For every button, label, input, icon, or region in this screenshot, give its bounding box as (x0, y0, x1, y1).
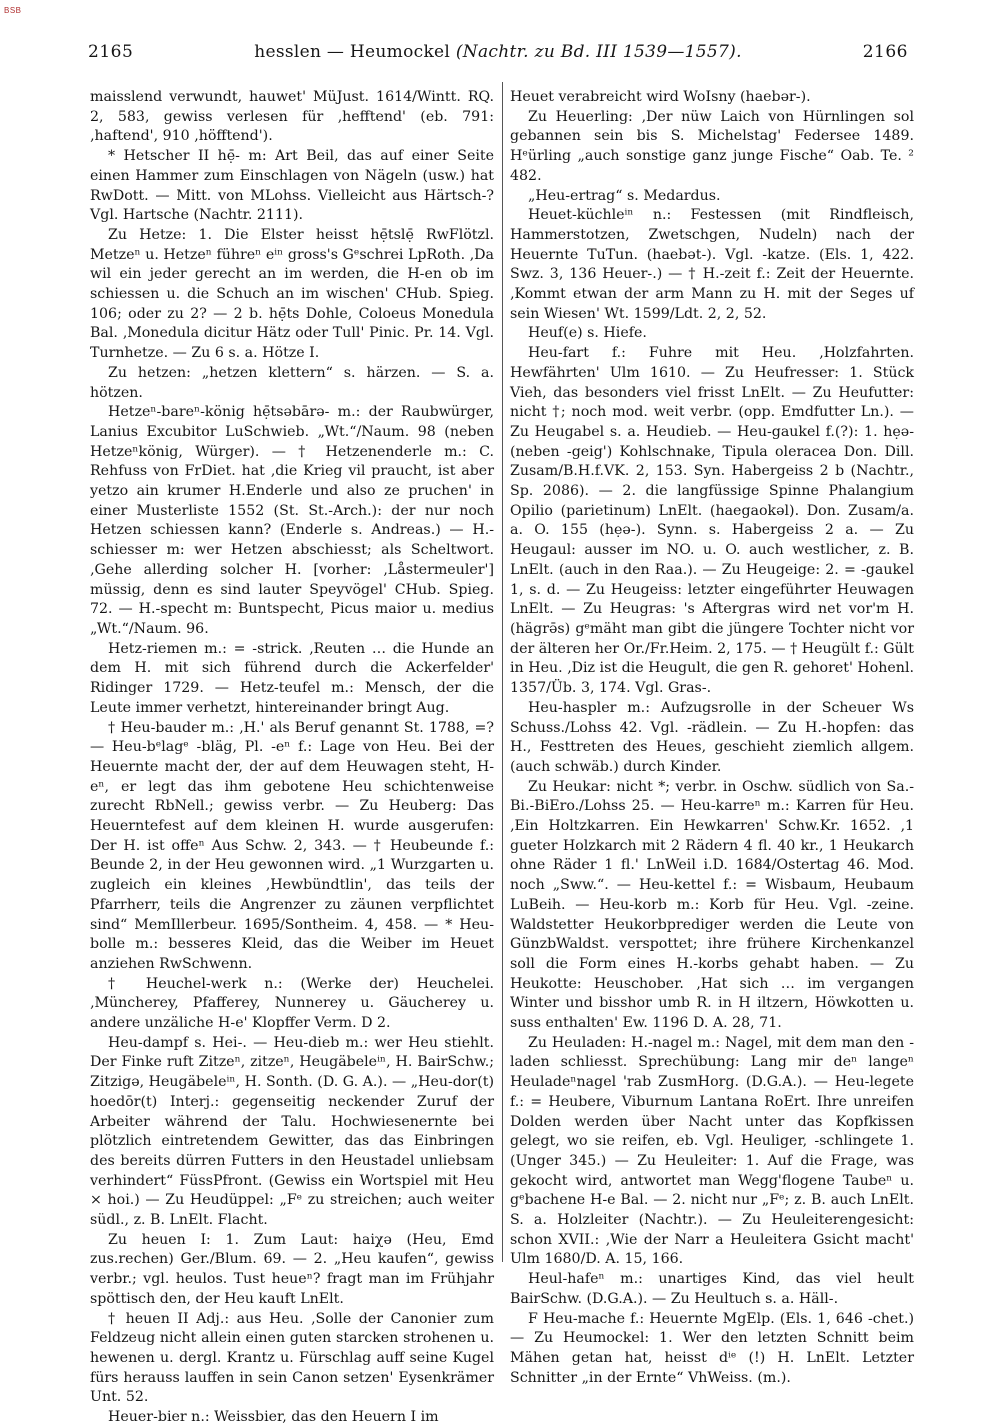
entry-paragraph: Zu heuen I: 1. Zum Laut: haiχə (Heu, Emd zus.rechen) Ger./Blum. 69. — 2. „Heu kaufen“, gewiss verbr.; vgl. heulos. Tust heueⁿ? fragt man im Frühjahr spöttisch den, der Heu kauft LnElt. (90, 1231, 494, 1307)
entry-paragraph: † Heuchel-werk n.: (Werke der) Heuchelei. ‚Müncherey, Pfafferey, Nunnerey u. Gäucherey u. andere unzäliche H-e' Klopffer Verm. D 2. (90, 975, 494, 1032)
entry-paragraph: † Heu-bauder m.: ‚H.' als Beruf genannt St. 1788, =? — Heu-bᵉlagᵉ -bläg, Pl. -eⁿ f.: Lage von Heu. Bei der Heuernte macht der, der auf dem Heuwagen steht, H-eⁿ, er legt das ihm gebotene Heu schichtenweise zurecht RbNell.; gewiss verbr. — Zu Heuberg: Das Heuerntefest auf dem kleinen H. wurde ausgerufen: Der H. ist offeⁿ Aus Schw. 2, 343. — † Heubeunde f.: Beunde 2, in der Heu gewonnen wird. „1 Wurzgarten u. zugleich ein kleines ‚Hewbündtlin', das teils der Pfarrherr, teils die Angrenzer zu zäunen verpflichtet sind“ MemIllerbeur. 1695/Sontheim. 4, 458. — * Heu-bolle m.: besseres Kleid, das die Weiber im Heuet anziehen RwSchwenn. (90, 719, 494, 972)
running-title (88, 42, 908, 62)
entry-paragraph: * Hetscher II hẹ̄- m: Art Beil, das auf einer Seite einen Hammer zum Einschlagen von Nägeln (usw.) hat RwDott. — Mitt. von MLohss. Vielleicht aus Härtsch-? Vgl. Hartsche (Nachtr. 2111). (90, 148, 494, 224)
entry-paragraph: Heu-fart f.: Fuhre mit Heu. ‚Holzfahrten. Hewfährten' Ulm 1610. — Zu Heufresser: 1. Stück Vieh, das besonders viel frisst LnElt. — Zu Heufutter: nicht †; noch mod. weit verbr. (opp. Emdfutter Ln.). — Zu Heugabel s. a. Heudieb. — Heu-gaukel f.(?): 1. hẹə- (neben -geig') Kohlschnake, Tipula oleracea Don. Dill. Zusam/B.H.f.VK. 2, 153. Syn. Habergeiss 2 b (Nachtr., Sp. 2086). — 2. die langfüssige Spinne Phalangium Opilio (parietinum) LnElt. (haegaokəl). Don. Zusam/a. a. O. 155 (hẹə-). Synn. s. Habergeiss 2 a. — Zu Heugaul: ausser im NO. u. O. auch westlicher, z. B. LnElt. (auch in den Raa.). — Zu Heugeige: 2. = -gaukel 1, s. d. — Zu Heugeiss: letzter eingeführter Heuwagen LnElt. — Zu Heugras: 's Aftergras wird net vor'm H. (hägrə̄s) gᵉmäht man gibt die jüngere Tochter nicht vor der älteren her Or./Fr.Heim. 2, 175. — † Heugült f.: Gült in Heu. ‚Diz ist die Heugult, die gen R. gehoret' Hohenl. 1357/Üb. 3, 174. Vgl. Gras-. (510, 345, 914, 697)
entry-paragraph: Hetz-riemen m.: = -strick. ‚Reuten … die Hunde an dem H. mit sich führend durch die Ackerfelder' Ridinger 1729. — Hetz-teufel m.: Mensch, der die Leute immer verhetzt, hintereinander bringt Aug. (90, 640, 494, 716)
left-page-number: 2165 (88, 42, 134, 62)
right-page-number: 2166 (862, 42, 908, 62)
running-title-main: hesslen — Heumockel (254, 42, 451, 62)
entry-paragraph: Hetzeⁿ-bareⁿ-könig hẹ̄tsəbārə- m.: der Raubwürger, Lanius Excubitor LuSchwieb. „Wt.“/Naum. 98 (neben Hetzeⁿkönig, Würger). — † Hetzenenderle m.: C. Rehfuss von FrDiet. hat ‚die Krieg vil praucht, ist aber yetzo ain krumer H.Enderle und also ze pruchen' in einer Musterliste 1552 (St. St.-Arch.): der nur noch Hetzen schiessen kann? (Enderle s. Andreas.) — H.-schiesser m: wer Hetzen abschiesst; als Scheltwort. ‚Gehe allerding solcher H. [vorher: ‚Låstermeuler'] müssig, denn es sind lauter Speyvögel' CHub. Spieg. 72. — H.-specht m: Buntspecht, Picus maior u. medius „Wt.“/Naum. 96. (90, 404, 494, 637)
entry-paragraph: Heu-haspler m.: Aufzugsrolle in der Scheuer Ws Schuss./Lohss 42. Vgl. -rädlein. — Zu H.-hopfen: das H., Festtreten des Heues, geschieht ziemlich allgem. (auch schwäb.) durch Kinder. (510, 699, 914, 775)
entry-paragraph: Heu-dampf s. Hei-. — Heu-dieb m.: wer Heu stiehlt. Der Finke ruft Zitzeⁿ, zitzeⁿ, Heugäbeleⁱⁿ, H. BairSchw.; Zitzigə, Heugäbeleⁱⁿ, H. Sonth. (D. G. A.). — „Heu-dor(t) hoedōr(t) Interj.: gegenseitig neckender Zuruf der Arbeiter während der Talu. Hochwiesenernte bei plötzlich eintretendem Gewitter, das das Einbringen des bereits dürren Futters in den Heustadel unliebsam verhindert“ FüssPfront. (Gewiss ein Wortspiel mit Heu × hoi.) — Zu Heudüppel: „Fᵉ zu streichen; auch weiter südl., z. B. LnElt. Flacht. (90, 1034, 494, 1229)
entry-paragraph: Heuet-küchleⁱⁿ n.: Festessen (mit Rindfleisch, Hammerstotzen, Zwetschgen, Nudeln) nach der Heuernte TuTun. (haebət-). Vgl. -katze. (Els. 1, 422. Swz. 3, 136 Heuer-.) — † H.-zeit f.: Zeit der Heuernte. ‚Kommt etwan der arm Mann zu H. mit der Seges uf sein Wiesen' Wt. 1599/Ldt. 2, 2, 52. (510, 207, 914, 322)
column-divider (502, 82, 503, 1262)
entry-paragraph: Zu Hetze: 1. Die Elster heisst hẹ̄tslẹ̄ RwFlötzl. Metzeⁿ u. Hetzeⁿ führeⁿ eⁱⁿ gross's Gᵉschrei LpRoth. ‚Da wil ein jeder gerecht an im werden, die H-en ob im schiessen u. die Schuch an im wischen' CHub. Spieg. 106; oder zu 2? — 2 b. hẹ̄ts Dohle, Coloeus Monedula Bal. ‚Monedula dicitur Hätz oder Tull' Pinic. Pr. 14. Vgl. Turnhetze. — Zu 6 s. a. Hötze I. (90, 226, 494, 362)
entry-paragraph: maisslend verwundt, hauwet' MüJust. 1614/Wintt. RQ. 2, 583, gewiss verlesen für ‚hefftend' (eb. 791: ‚haftend', 910 ‚höfftend'). (90, 89, 494, 145)
entry-paragraph: † heuen II Adj.: aus Heu. ‚Solle der Canonier zum Feldzeug nicht allein einen guten starcken strohenen u. hewenen u. dergl. Krantz u. Fürschlag auff seine Kugel fürs herauss lauffen in sein Canon setzen' Eysenkrämer Unt. 52. (90, 1310, 494, 1406)
entry-paragraph: Heul-hafeⁿ m.: unartiges Kind, das viel heult BairSchw. (D.G.A.). — Zu Heultuch s. a. Häll-. (510, 1271, 914, 1307)
running-header (88, 40, 908, 70)
running-title-note: (Nachtr. zu Bd. III 1539—1557). (455, 42, 742, 62)
entry-paragraph: Heuf(e) s. Hiefe. (528, 325, 647, 342)
left-column (90, 88, 494, 1428)
library-stamp: BSB (4, 6, 22, 15)
entry-paragraph: „Heu-ertrag“ s. Medardus. (528, 187, 721, 204)
entry-paragraph: Zu Heuerling: ‚Der nüw Laich von Hürnlingen sol gebannen sein bis S. Michelstag' Federsee 1489. Hᵉürling „auch sonstige ganz junge Fische“ Oab. Te. ² 482. (510, 108, 914, 184)
entry-paragraph: Zu Heukar: nicht *; verbr. in Oschw. südlich von Sa.-Bi.-BiEro./Lohss 25. — Heu-karreⁿ m.: Karren für Heu. ‚Ein Holtzkarren. Ein Hewkarren' Schw.Kr. 1652. ‚1 gueter Holzkarch mit 2 Rädern 4 fl. 40 kr., 1 Heukarch ohne Räder 1 fl.' LnWeil i.D. 1684/Ostertag 46. Mod. noch „Sww.“. — Heu-kettel f.: = Wisbaum, Heubaum LuBeih. — Heu-korb m.: Korb für Heu. Vgl. -zeine. Waldstetter Heukorbprediger werden die Leute von GünzbWaldst. verspottet; ihre frühere Kirchenkanzel soll die Form eines H.-korbs gehabt haben. — Zu Heukotte: Heuschober. ‚Hat sich … im vergangen Winter und bisshor umb R. in H iltzern, Höwkotten u. suss enthalten' Ew. 1196 D. A. 28, 71. (510, 778, 914, 1032)
entry-paragraph: Heuet verabreicht wird WoIsny (haebər-). (510, 89, 811, 105)
entry-paragraph: Zu hetzen: „hetzen klettern“ s. härzen. — S. a. hötzen. (90, 364, 494, 401)
entry-paragraph: Zu Heuladen: H.-nagel m.: Nagel, mit dem man den -laden schliesst. Sprechübung: Lang mir deⁿ langeⁿ Heuladeⁿnagel 'rab ZusmHorg. (D.G.A.). — Heu-legete f.: = Heubere, Viburnum Lantana RoErt. Ihre unreifen Dolden werden über Nacht unter das Kopfkissen gelegt, wo sie reifen, eb. Vgl. Heuliger, -schlingete 1. (Unger 345.) — Zu Heuleiter: 1. Auf die Frage, was gekocht wird, antwortet man Wegg'flogene Taubeⁿ u. gᵉbachene H-e Bal. — 2. nicht nur „Fᵉ; z. B. auch LnElt. S. a. Holzleiter (Nachtr.). — Zu Heuleiterengesicht: schon XVII.: ‚Wie der Narr a Heuleitera Gsicht macht' Ulm 1680/D. A. 15, 166. (510, 1034, 914, 1268)
right-column (510, 88, 914, 1388)
entry-paragraph: F Heu-mache f.: Heuernte MgElp. (Els. 1, 646 -chet.) — Zu Heumockel: 1. Wer den letzten Schnitt beim Mähen getan hat, heisst dⁱᵉ (!) H. LnElt. Letzter Schnitter „in der Ernte“ VhWeiss. (m.). (510, 1310, 914, 1386)
entry-paragraph: Heuer-bier n.: Weissbier, das den Heuern I im (108, 1409, 439, 1426)
